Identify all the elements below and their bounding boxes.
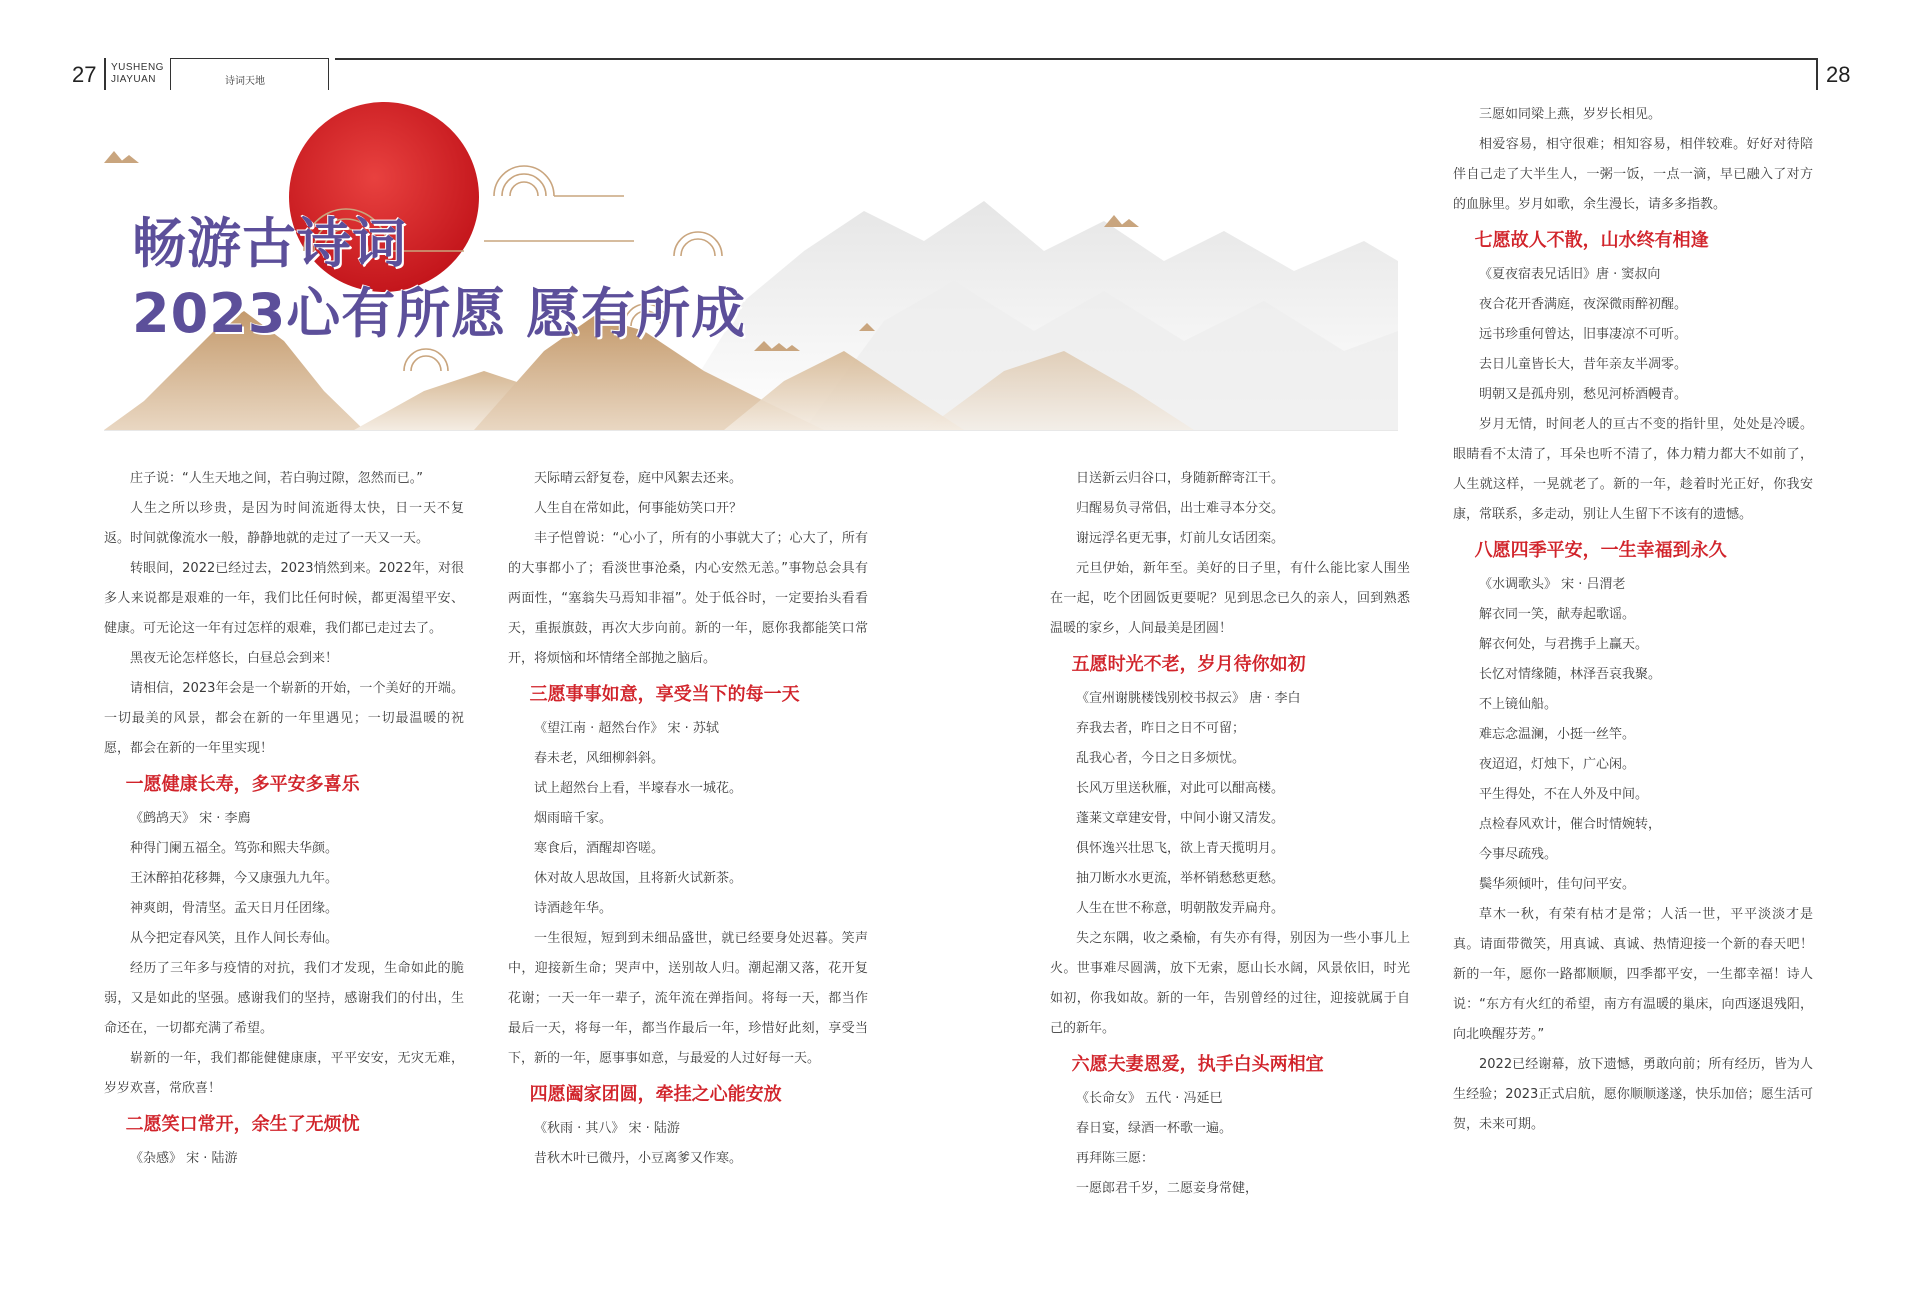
poem-line: 人生自在常如此，何事能妨笑口开？	[534, 501, 743, 516]
poem-line: 明朝又是孤舟别，愁见河桥酒幔青。	[1479, 387, 1688, 402]
poem-line: 《杂感》 宋 · 陆游	[130, 1151, 238, 1166]
poem-line: 寒食后，酒醒却咨嗟。	[534, 841, 665, 856]
header-divider-left	[104, 58, 106, 90]
poem-line: 种得门阑五福全。笃弥和熙夫华颜。	[130, 841, 339, 856]
poem-section-heading: 一愿健康长寿，多平安多喜乐	[125, 774, 360, 795]
poem-line: 《秋雨 · 其八》 宋 · 陆游	[534, 1121, 680, 1136]
banner-illustration	[104, 101, 1398, 431]
poem-line: 王沐醉拍花移舞，今又康强九九年。	[130, 871, 339, 886]
poem-line: 《夏夜宿表兄话旧》唐 · 窦叔向	[1479, 267, 1661, 282]
body-paragraph: 元旦伊始，新年至。美好的日子里，有什么能比家人围坐在一起，吃个团圆饭更要呢？见到思念已久的亲人，回到熟悉温暖的家乡，人间最美是团圆！	[1050, 561, 1410, 636]
poem-section-heading: 八愿四季平安，一生幸福到永久	[1474, 540, 1727, 561]
text-column-1	[104, 464, 464, 1174]
poem-line: 夜合花开香满庭，夜深微雨醉初醒。	[1479, 297, 1688, 312]
poem-line: 烟雨暗千家。	[534, 811, 613, 826]
poem-line: 休对故人思故国，且将新火试新茶。	[534, 871, 743, 886]
poem-line: 春日宴，绿酒一杯歌一遍。	[1076, 1121, 1233, 1136]
poem-line: 昔秋木叶已微丹，小豆离爹又作寒。	[534, 1151, 743, 1166]
poem-line: 归醒易负寻常侣，出士难寻本分交。	[1076, 501, 1285, 516]
body-paragraph: 崭新的一年，我们都能健健康康，平平安安，无灾无难，岁岁欢喜，常欣喜！	[104, 1051, 464, 1096]
page-number-left: 27	[72, 62, 97, 87]
poem-section-heading: 二愿笑口常开，余生了无烦忧	[125, 1114, 360, 1135]
body-paragraph: 草木一秋，有荣有枯才是常；人活一世，平平淡淡才是真。请面带微笑，用真诚、真诚、热情迎接一个新的春天吧！新的一年，愿你一路都顺顺，四季都平安，一生都幸福！诗人说：“东方有火红的希望，南方有温暖的巢床，向西逐退残阳，向北唤醒芬芳。”	[1453, 907, 1813, 1042]
header-divider-end	[1816, 58, 1818, 90]
poem-section-heading: 三愿事事如意，享受当下的每一天	[529, 684, 800, 705]
poem-line: 天际晴云舒复卷，庭中风絮去还来。	[534, 471, 743, 486]
body-paragraph: 庄子说：“人生天地之间，若白驹过隙，忽然而已。”	[130, 471, 423, 486]
poem-line: 鬓华须倾叶，佳句问平安。	[1479, 877, 1636, 892]
body-paragraph: 转眼间，2022已经过去，2023悄然到来。2022年，对很多人来说都是艰难的一年，我们比任何时候，都更渴望平安、健康。可无论这一年有过怎样的艰难，我们都已走过去了。	[104, 561, 464, 636]
magazine-brand	[111, 62, 164, 86]
banner-title-line-1: 畅游古诗词	[132, 212, 407, 275]
poem-line: 远书珍重何曾达，旧事凄凉不可听。	[1479, 327, 1688, 342]
poem-line: 神爽朗，骨清坚。孟天日月任团缘。	[130, 901, 339, 916]
poem-line: 《望江南 · 超然台作》 宋 · 苏轼	[534, 721, 719, 736]
poem-line: 不上镜仙船。	[1479, 697, 1558, 712]
body-paragraph: 请相信，2023年会是一个崭新的开始，一个美好的开端。一切最美的风景，都会在新的一年里遇见；一切最温暖的祝愿，都会在新的一年里实现！	[104, 681, 464, 756]
body-paragraph: 人生之所以珍贵，是因为时间流逝得太快，日一天不复返。时间就像流水一般，静静地就的走过了一天又一天。	[104, 501, 464, 546]
text-column-2	[508, 464, 868, 1174]
page-number-right: 28	[1826, 62, 1851, 87]
body-paragraph: 相爱容易，相守很难；相知容易，相伴较难。好好对待陪伴自己走了大半生人，一粥一饭，一点一滴，早已融入了对方的血脉里。岁月如歌，余生漫长，请多多指教。	[1453, 137, 1813, 212]
header-rule-top	[170, 58, 328, 59]
poem-section-heading: 五愿时光不老，岁月待你如初	[1071, 654, 1306, 675]
body-paragraph: 失之东隅，收之桑榆，有失亦有得，别因为一些小事儿上火。世事难尽圆满，放下无索，愿山长水阔，风景依旧，时光如初，你我如故。新的一年，告别曾经的过往，迎接就属于自己的新年。	[1050, 931, 1410, 1036]
brand-line-2: JIAYUAN	[111, 74, 156, 85]
poem-line: 点检春风欢计，催合时情婉转，	[1479, 817, 1662, 832]
poem-line: 《水调歌头》 宋 · 吕渭老	[1479, 577, 1626, 592]
text-column-3	[1050, 464, 1410, 1204]
banner-title-line-2: 2023心有所愿 愿有所成	[132, 282, 747, 345]
poem-line: 人生在世不称意，明朝散发弄扁舟。	[1076, 901, 1285, 916]
poem-line: 今事尽疏残。	[1479, 847, 1558, 862]
poem-section-heading: 四愿阖家团圆，牵挂之心能安放	[529, 1084, 782, 1105]
brand-line-1: YUSHENG	[111, 62, 164, 73]
body-paragraph: 2022已经谢幕，放下遗憾，勇敢向前；所有经历，皆为人生经验；2023正式启航，愿你顺顺遂遂，快乐加倍；愿生活可贺，未来可期。	[1453, 1057, 1813, 1132]
poem-line: 难忘念温澜，小挺一丝竿。	[1479, 727, 1636, 742]
body-paragraph: 一生很短，短到到未细品盛世，就已经要身处迟暮。笑声中，迎接新生命；哭声中，送别故人归。潮起潮又落，花开复花谢；一天一年一辈子，流年流在弹指间。将每一天，都当作最后一天，将每一年，都当作最后一年，珍惜好此刻，享受当下，新的一年，愿事事如意，与最爱的人过好每一天。	[508, 931, 868, 1066]
body-paragraph: 岁月无情，时间老人的亘古不变的指针里，处处是冷暖。眼睛看不太清了，耳朵也听不清了，体力精力都大不如前了，人生就这样，一晃就老了。新的一年，趁着时光正好，你我安康，常联系，多走动，别让人生留下不该有的遗憾。	[1453, 417, 1813, 522]
poem-line: 夜迢迢，灯烛下，广心闲。	[1479, 757, 1636, 772]
poem-line: 长风万里送秋雁，对此可以酣高楼。	[1076, 781, 1285, 796]
body-paragraph: 经历了三年多与疫情的对抗，我们才发现，生命如此的脆弱，又是如此的坚强。感谢我们的坚持，感谢我们的付出，生命还在，一切都充满了希望。	[104, 961, 464, 1036]
poem-line: 诗酒趁年华。	[534, 901, 613, 916]
section-label: 诗词天地	[225, 76, 265, 87]
header-divider-mid	[170, 58, 171, 90]
poem-line: 《鹧鸪天》 宋 · 李廌	[130, 811, 251, 826]
poem-line: 从今把定春风笑，且作人间长寿仙。	[130, 931, 339, 946]
poem-line: 日送新云归谷口，身随新醉寄江干。	[1076, 471, 1285, 486]
poem-line: 去日儿童皆长大，昔年亲友半凋零。	[1479, 357, 1688, 372]
body-paragraph: 黑夜无论怎样悠长，白昼总会到来！	[130, 651, 339, 666]
poem-line: 长忆对情缘随，林泽吾哀我聚。	[1479, 667, 1662, 682]
poem-line: 试上超然台上看，半壕春水一城花。	[534, 781, 743, 796]
header-divider-right	[328, 58, 329, 90]
poem-line: 乱我心者，今日之日多烦忧。	[1076, 751, 1246, 766]
poem-line: 谢远浮名更无事，灯前儿女话团栾。	[1076, 531, 1285, 546]
poem-line: 一愿郎君千岁，二愿妾身常健，	[1076, 1181, 1259, 1196]
poem-line: 《宣州谢朓楼饯别校书叔云》 唐 · 李白	[1076, 691, 1301, 706]
body-paragraph: 丰子恺曾说：“心小了，所有的小事就大了；心大了，所有的大事都小了；看淡世事沧桑，内心安然无恙。”事物总会具有两面性，“塞翁失马焉知非福”。处于低谷时，一定要抬头看看天，重振旗鼓，再次大步向前。新的一年，愿你我都能笑口常开，将烦恼和坏情绪全部抛之脑后。	[508, 531, 868, 666]
poem-section-heading: 七愿故人不散，山水终有相逢	[1474, 230, 1709, 251]
poem-line: 再拜陈三愿：	[1076, 1151, 1155, 1166]
poem-line: 《长命女》 五代 · 冯延巳	[1076, 1091, 1223, 1106]
poem-line: 蓬莱文章建安骨，中间小谢又清发。	[1076, 811, 1285, 826]
poem-line: 平生得处，不在人外及中间。	[1479, 787, 1649, 802]
poem-section-heading: 六愿夫妻恩爱，执手白头两相宜	[1071, 1054, 1324, 1075]
poem-line: 抽刀断水水更流，举杯销愁愁更愁。	[1076, 871, 1285, 886]
poem-line: 春未老，风细柳斜斜。	[534, 751, 665, 766]
poem-line: 解衣同一笑，献寿起歌谣。	[1479, 607, 1636, 622]
text-column-4	[1453, 100, 1813, 1140]
poem-line: 弃我去者，昨日之日不可留；	[1076, 721, 1246, 736]
poem-line: 解衣何处，与君携手上赢天。	[1479, 637, 1649, 652]
header-rule-long	[335, 58, 1817, 60]
poem-line: 俱怀逸兴壮思飞，欲上青天揽明月。	[1076, 841, 1285, 856]
poem-line: 三愿如同梁上燕，岁岁长相见。	[1479, 107, 1662, 122]
